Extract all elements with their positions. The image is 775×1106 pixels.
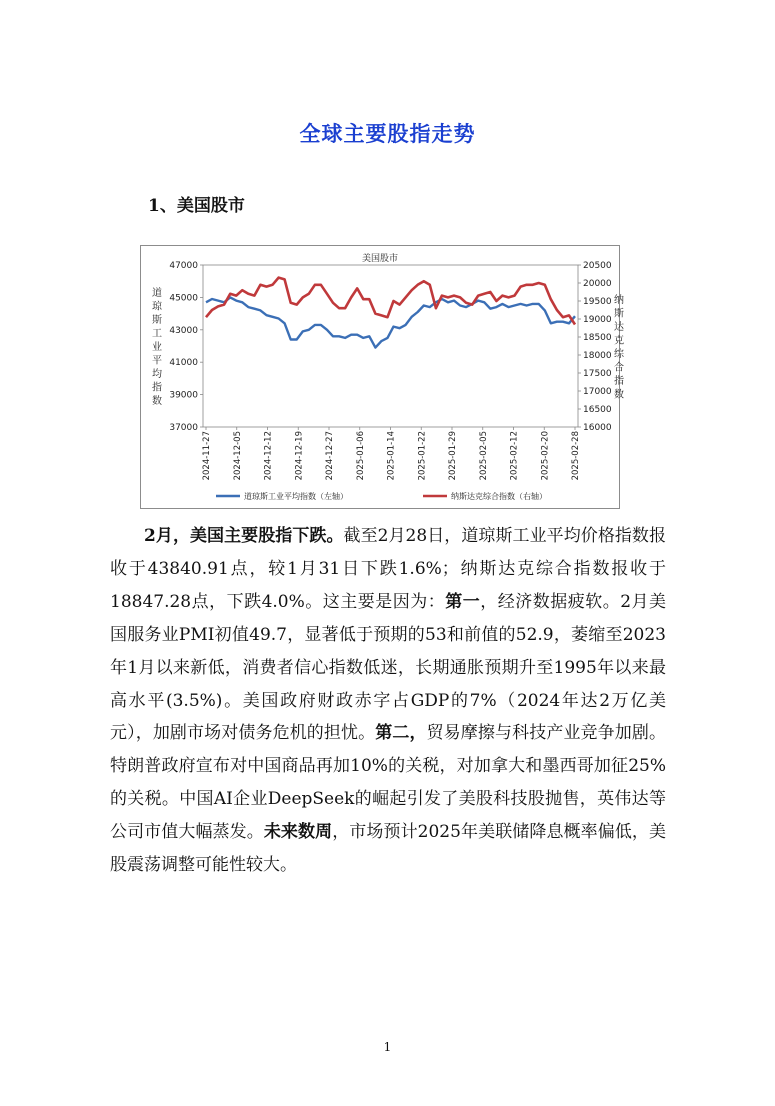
paragraph-text-1: 截至2月28日，道琼斯工业平均价格指数报收于43840.91点，较1月31日下跌1.6%；纳斯达克综合指数报收于18847.28点，下跌4.0%。这主要是因为： [110, 526, 666, 612]
right-tick-label: 19500 [583, 297, 612, 307]
right-tick-label: 16000 [583, 423, 612, 433]
right-tick-label: 20500 [583, 261, 612, 271]
left-tick-label: 47000 [169, 261, 198, 271]
analysis-paragraph [110, 520, 666, 882]
future-weeks-label: 未来数周 [263, 822, 333, 843]
paragraph-text-4: ，市场预计2025年美联储降息概率偏低，美股震荡调整可能性较大。 [110, 822, 667, 876]
right-tick-label: 17500 [583, 369, 612, 379]
second-reason-label: 第二， [375, 723, 427, 744]
x-tick-label: 2024-12-19 [294, 431, 305, 481]
right-tick-label: 20000 [583, 279, 612, 289]
left-tick-label: 41000 [169, 358, 198, 369]
x-tick-label: 2025-02-28 [571, 431, 581, 481]
legend-label: 道琼斯工业平均指数（左轴） [244, 492, 348, 501]
left-tick-label: 39000 [169, 390, 198, 401]
right-tick-label: 16500 [583, 405, 612, 415]
page-number: 1 [383, 1040, 392, 1054]
section-heading: 1、美国股市 [148, 196, 245, 216]
x-tick-label: 2025-01-29 [448, 431, 458, 481]
chart-container [140, 245, 624, 509]
paragraph-lead: 2月，美国主要股指下跌。 [144, 526, 344, 546]
x-tick-label: 2024-12-27 [325, 431, 335, 481]
x-tick-label: 2025-02-20 [540, 431, 551, 481]
x-tick-label: 2025-02-12 [509, 431, 520, 481]
x-tick-label: 2025-01-14 [386, 431, 397, 481]
paragraph-text-3: 贸易摩擦与科技产业竞争加剧。特朗普政府宣布对中国商品再加10%的关税，对加拿大和墨西哥加征25%的关税。中国AI企业DeepSeek的崛起引发了美股科技股抛售，英伟达等公司市值大幅蒸发。 [110, 723, 666, 843]
right-tick-label: 17000 [583, 387, 612, 397]
legend-label: 纳斯达克综合指数（右轴） [451, 492, 547, 501]
right-axis-label: 纳斯达克综合指数 [614, 294, 624, 401]
right-tick-label: 18500 [583, 333, 612, 343]
x-tick-label: 2024-11-27 [202, 431, 212, 481]
nasdaq-line [206, 278, 575, 325]
x-tick-label: 2025-01-22 [417, 431, 428, 481]
x-tick-label: 2025-01-06 [355, 431, 366, 481]
left-tick-label: 43000 [169, 325, 198, 336]
left-tick-label: 37000 [169, 423, 198, 433]
dow-jones-line [206, 297, 575, 347]
right-tick-label: 18000 [583, 351, 612, 361]
x-tick-label: 2025-02-05 [478, 431, 489, 481]
x-tick-label: 2024-12-12 [263, 431, 274, 481]
chart-title: 美国股市 [361, 254, 399, 264]
right-tick-label: 19000 [583, 315, 612, 325]
left-tick-label: 45000 [169, 293, 198, 304]
us-stock-chart [141, 246, 624, 508]
first-reason-label: 第一 [445, 591, 481, 612]
left-axis-label: 道琼斯工业平均指数 [152, 288, 162, 407]
page-title: 全球主要股指走势 [299, 121, 476, 146]
x-tick-label: 2024-12-05 [232, 431, 243, 481]
paragraph-text-2: ，经济数据疲软。2月美国服务业PMI初值49.7，显著低于预期的53和前值的52.9，萎缩至2023年1月以来新低，消费者信心指数低迷，长期通胀预期升至1995年以来最高水平(3.5%)。美国政府财政赤字占GDP的7%（2024年达2万亿美元），加剧市场对债务危机的担忧。 [110, 591, 666, 744]
